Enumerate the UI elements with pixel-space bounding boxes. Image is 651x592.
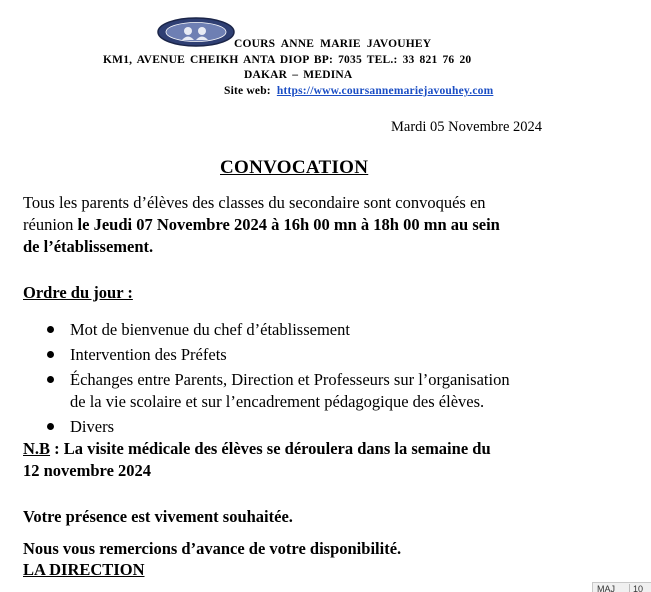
agenda-item: Échanges entre Parents, Direction et Professeurs sur l’organisation bbox=[70, 370, 510, 389]
bullet-icon bbox=[47, 376, 54, 383]
school-name: COURS ANNE MARIE JAVOUHEY bbox=[234, 38, 432, 50]
note-text: : La visite médicale des élèves se déroulera dans la semaine du bbox=[50, 439, 491, 458]
website-link[interactable]: https://www.coursannemariejavouhey.com bbox=[276, 85, 494, 97]
agenda-title: Ordre du jour : bbox=[23, 283, 133, 302]
agenda-item: Mot de bienvenue du chef d’établissement bbox=[70, 320, 350, 339]
document-title: CONVOCATION bbox=[220, 157, 369, 178]
status-extra: 10 bbox=[633, 584, 644, 592]
bullet-icon bbox=[47, 326, 54, 333]
agenda-item: Intervention des Préfets bbox=[70, 345, 227, 364]
intro-line-1: Tous les parents d’élèves des classes du secondaire sont convoqués en bbox=[23, 193, 486, 212]
school-logo-icon bbox=[156, 16, 236, 48]
meeting-datetime: le Jeudi 07 Novembre 2024 à 16h 00 mn à 18h 00 mn au sein bbox=[77, 215, 500, 234]
intro-line-3: de l’établissement. bbox=[23, 237, 154, 256]
website-label: Site web: bbox=[224, 85, 271, 97]
school-city: DAKAR – MEDINA bbox=[244, 69, 353, 81]
agenda-item-continuation: de la vie scolaire et sur l’encadrement pédagogique des élèves. bbox=[70, 392, 485, 411]
thanks-text: Nous vous remercions d’avance de votre disponibilité. bbox=[23, 539, 402, 558]
intro-line-2 bbox=[23, 215, 500, 235]
document-date: Mardi 05 Novembre 2024 bbox=[391, 119, 543, 135]
status-separator bbox=[629, 584, 630, 592]
status-bar bbox=[592, 582, 651, 592]
intro-line-2-prefix: réunion bbox=[23, 215, 78, 234]
presence-text: Votre présence est vivement souhaitée. bbox=[23, 507, 293, 526]
website-line bbox=[224, 85, 493, 97]
signature: LA DIRECTION bbox=[23, 560, 145, 579]
note-line-2: 12 novembre 2024 bbox=[23, 461, 152, 480]
bullet-icon bbox=[47, 423, 54, 430]
bullet-icon bbox=[47, 351, 54, 358]
status-text: MAJ bbox=[597, 584, 615, 592]
agenda-item: Divers bbox=[70, 417, 114, 436]
note-line-1 bbox=[23, 439, 491, 459]
school-address: KM1, AVENUE CHEIKH ANTA DIOP BP: 7035 TEL.: 33 821 76 20 bbox=[103, 54, 472, 66]
note-label: N.B bbox=[23, 439, 51, 458]
